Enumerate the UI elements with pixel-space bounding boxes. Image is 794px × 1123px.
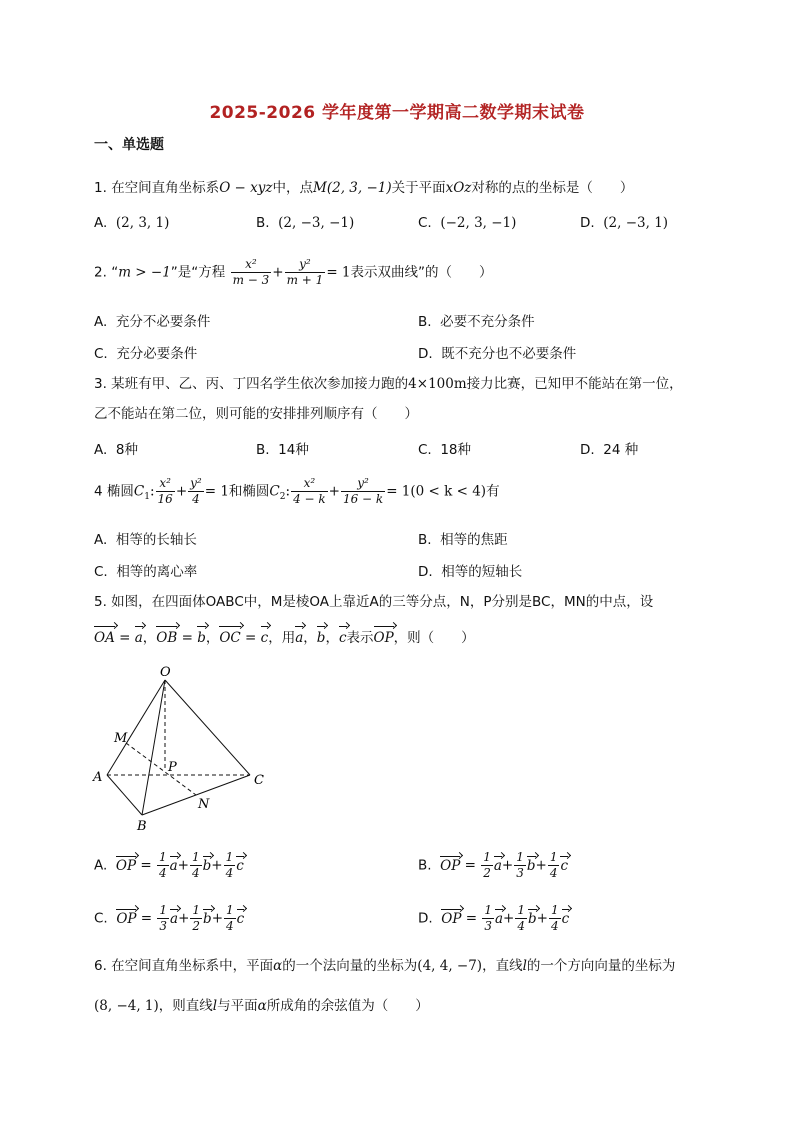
label-o: O: [160, 665, 171, 680]
question-5-line-1: 5. 如图，在四面体OABC中，M是棱OA上靠近A的三等分点，N，P分别是BC，MN的中点，设: [94, 594, 654, 610]
label-a: A: [93, 770, 103, 785]
question-3-line-1: 3. 某班有甲、乙、丙、丁四名学生依次参加接力跑的4×100m接力比赛，已知甲不能站在第一位，: [94, 376, 683, 392]
tetrahedron-figure: [90, 660, 280, 835]
question-6-line-2: (8, −4, 1)，则直线l与平面α所成角的余弦值为（ ）: [94, 998, 429, 1014]
q3-option-d[interactable]: D. 24 种: [580, 442, 639, 458]
fraction: $\frac{\text{y²}}{m + 1}$: [286, 257, 324, 287]
q3-option-a[interactable]: A. 8种: [94, 442, 138, 458]
q2-option-b[interactable]: B. 必要不充分条件: [418, 314, 535, 330]
question-1: 1. 在空间直角坐标系O − xyz中，点M(2, 3, −1)关于平面xOz对称的点的坐标是（ ）: [94, 180, 634, 196]
question-5-line-2: OA = a，OB = b，OC = c，用a，b，c表示OP，则（ ）: [94, 630, 475, 646]
q1-option-c[interactable]: C. (−2, 3, −1): [418, 215, 517, 231]
label-n: N: [198, 797, 210, 812]
q3-option-c[interactable]: C. 18种: [418, 442, 471, 458]
label-c: C: [254, 773, 264, 788]
q2-option-d[interactable]: D. 既不充分也不必要条件: [418, 346, 577, 362]
q1-option-b[interactable]: B. (2, −3, −1): [256, 215, 355, 231]
q2-option-c[interactable]: C. 充分必要条件: [94, 346, 198, 362]
q4-option-d[interactable]: D. 相等的短轴长: [418, 564, 523, 580]
q1-option-d[interactable]: D. (2, −3, 1): [580, 215, 669, 231]
q3-option-b[interactable]: B. 14种: [256, 442, 309, 458]
question-2: 2. “m > −1”是“方程 $\frac{\text{x²}}{m - 3}$ + $\frac{\text{y²}}{m + 1}$ = 1表示双曲线”的（ ）: [94, 257, 493, 287]
q4-option-a[interactable]: A. 相等的长轴长: [94, 532, 197, 548]
q5-option-b[interactable]: B. OP = $\frac{1}{2}$ a+ $\frac{1}{3}$ b+ $\frac{1}{4}$ c: [418, 850, 569, 880]
question-4: 4 椭圆$C_1$: $\frac{\text{x²}}{16}$ + $\frac{\text{y²}}{4}$ = 1和椭圆$C_2$: $\frac{\text{x²}}{4 - k}$ + $\frac{\text{y²}}{16 - k}$ = 1(0 < k < 4)有: [94, 476, 500, 506]
section-heading: 一、单选题: [94, 137, 164, 153]
label-m: M: [114, 731, 128, 746]
q4-option-b[interactable]: B. 相等的焦距: [418, 532, 508, 548]
question-6-line-1: 6. 在空间直角坐标系中，平面α的一个法向量的坐标为(4, 4, −7)，直线l的一个方向向量的坐标为: [94, 958, 676, 974]
q5-option-a[interactable]: A. OP = $\frac{1}{4}$ a+ $\frac{1}{4}$ b+ $\frac{1}{4}$ c: [94, 850, 244, 880]
q5-option-d[interactable]: D. OP = $\frac{1}{3}$ a+ $\frac{1}{4}$ b+ $\frac{1}{4}$ c: [418, 903, 570, 933]
q1-option-a[interactable]: A. (2, 3, 1): [94, 215, 170, 231]
fraction: $\frac{\text{x²}}{m - 3}$: [232, 257, 270, 287]
q2-option-a[interactable]: A. 充分不必要条件: [94, 314, 211, 330]
exam-title: 2025-2026 学年度第一学期高二数学期末试卷: [209, 103, 585, 123]
question-3-line-2: 乙不能站在第二位，则可能的安排排列顺序有（ ）: [94, 406, 418, 422]
q5-option-c[interactable]: C. OP = $\frac{1}{3}$ a+ $\frac{1}{2}$ b+ $\frac{1}{4}$ c: [94, 903, 245, 933]
label-b: B: [137, 819, 147, 834]
label-p: P: [168, 760, 177, 775]
q4-option-c[interactable]: C. 相等的离心率: [94, 564, 198, 580]
